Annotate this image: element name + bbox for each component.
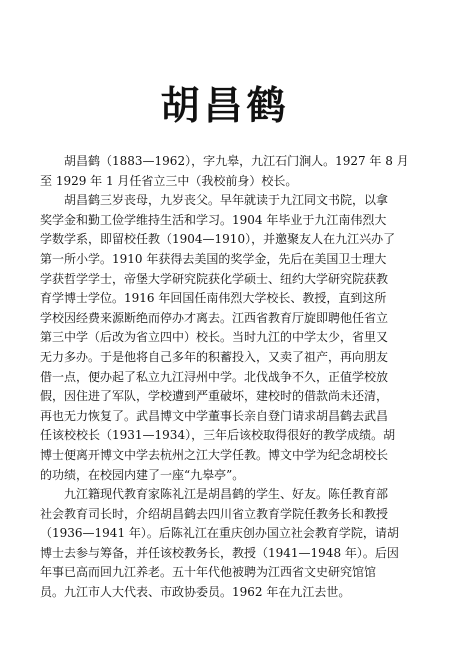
text-line: 学数学系，即留校任教（1904—1910），并邀聚友人在九江兴办了 — [40, 232, 396, 247]
text-line: 年事已高而回九江养老。五十年代他被聘为江西省文史研究馆馆 — [40, 565, 377, 580]
text-line: 学获哲学学士，帝堡大学研究院获化学硕士、纽约大学研究院获教 — [40, 271, 389, 286]
text-line: 胡昌鹤三岁丧母，九岁丧父。早年就读于九江同文书院，以拿 — [64, 193, 389, 208]
text-line: （1936—1941 年）。后陈礼江在重庆创办国立社会教育学院，请胡 — [40, 526, 399, 541]
text-line: 无力多办。于是他将自己多年的积蓄投入，又卖了祖产，再向朋友 — [40, 349, 389, 364]
text-line: 第一所小学。1910 年获得去美国的奖学金，先后在美国卫士理大 — [40, 251, 387, 266]
article-body — [40, 152, 416, 603]
text-line: 假，因住进了军队，学校遭到严重破坏，建校时的借款尚未还清， — [40, 389, 389, 404]
text-line: 博士便离开博文中学去杭州之江大学任教。博文中学为纪念胡校长 — [40, 447, 389, 462]
text-line: 学校因经费来源断绝而停办才离去。江西省教育厅旋即聘他任省立 — [40, 310, 389, 325]
text-line: 九江籍现代教育家陈礼江是胡昌鹤的学生、好友。陈任教育部 — [64, 487, 389, 502]
text-line: 博士去参与筹备，并任该校教务长，教授（1941—1948 年）。后因 — [40, 545, 399, 560]
text-line: 借一点，便办起了私立九江浔州中学。北伐战争不久，正值学校放 — [40, 369, 389, 384]
text-line: 任该校校长（1931—1934），三年后该校取得很好的教学成绩。胡 — [40, 428, 396, 443]
page-title: 胡昌鹤 — [160, 84, 290, 129]
text-line: 员。九江市人大代表、市政协委员。1962 年在九江去世。 — [40, 585, 351, 600]
text-line: 奖学金和勤工俭学维持生活和学习。1904 年毕业于九江南伟烈大 — [40, 212, 387, 227]
text-line: 第三中学（后改为省立四中）校长。当时九江的中学太少，省里又 — [40, 330, 389, 345]
text-line: 至 1929 年 1 月任省立三中（我校前身）校长。 — [40, 173, 298, 188]
text-line: 的功绩，在校园内建了一座“九皋亭”。 — [40, 467, 245, 482]
text-line: 再也无力恢复了。武昌博文中学董事长亲自登门请求胡昌鹤去武昌 — [40, 408, 389, 423]
text-line: 胡昌鹤（1883—1962），字九皋，九江石门涧人。1927 年 8 月 — [64, 154, 409, 168]
text-line: 社会教育司长时，介绍胡昌鹤去四川省立教育学院任教务长和教授 — [40, 506, 389, 521]
text-line: 育学博士学位。1916 年回国任南伟烈大学校长、教授，直到这所 — [40, 291, 387, 306]
